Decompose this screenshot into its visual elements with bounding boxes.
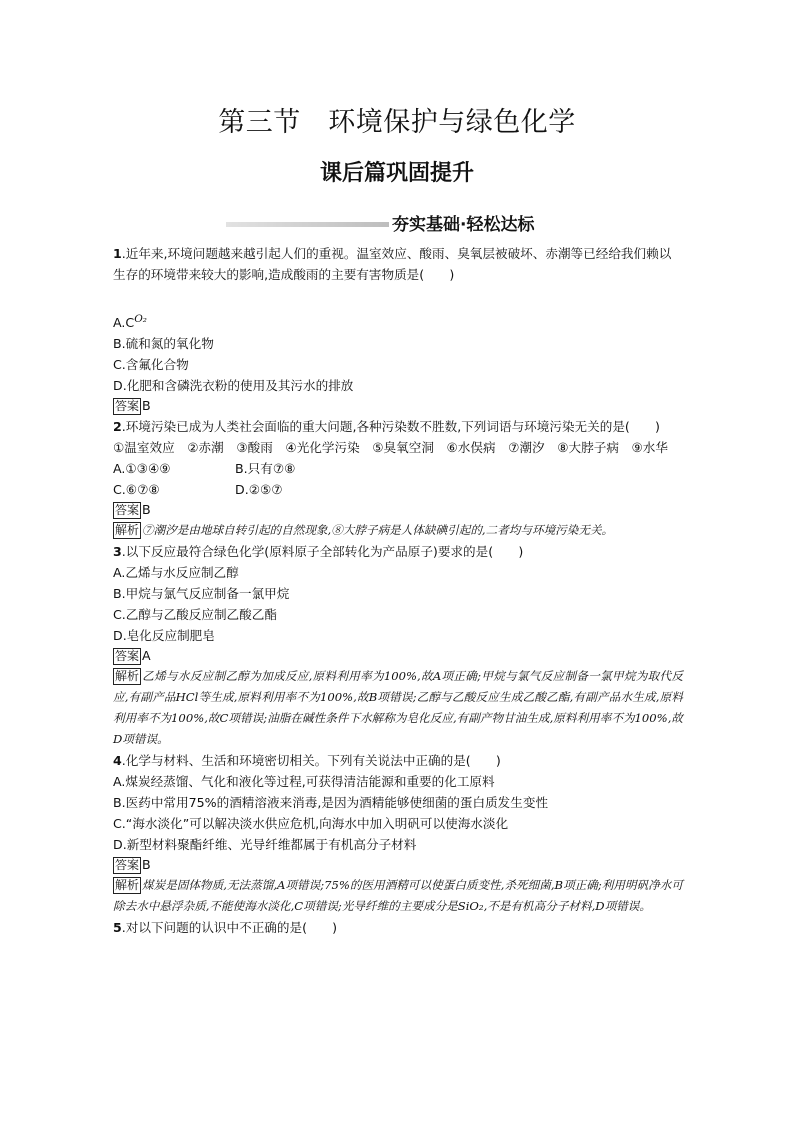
- question-4-option-d: D.新型材料聚酯纤维、光导纤维都属于有机高分子材料: [113, 837, 417, 853]
- question-2-option-c: C.⑥⑦⑧: [113, 482, 160, 498]
- question-1-option-d: D.化肥和含磷洗衣粉的使用及其污水的排放: [113, 378, 354, 394]
- question-3-stem: [113, 541, 683, 562]
- answer-value: B: [142, 502, 151, 518]
- question-4-option-c: C.“海水淡化”可以解决淡水供应危机,向海水中加入明矾可以使海水淡化: [113, 816, 509, 832]
- answer-tag: 答案: [115, 858, 140, 873]
- question-4-stem: [113, 750, 683, 771]
- question-number: 3: [113, 544, 122, 560]
- question-2-option-a: A.①③④⑨: [113, 461, 171, 477]
- question-2-options-row-1: [113, 458, 683, 479]
- question-number: 1: [113, 246, 122, 261]
- question-2-items: ①温室效应 ②赤潮 ③酸雨 ④光化学污染 ⑤臭氧空洞 ⑥水俣病 ⑦潮汐 ⑧大脖子病 ⑨水华: [113, 440, 668, 456]
- question-3-answer: [113, 646, 683, 666]
- question-number: 2: [113, 419, 122, 435]
- analysis-text: 煤炭是固体物质,无法蒸馏,A项错误;75%的医用酒精可以使蛋白质变性,杀死细菌,B项正确;利用明矾净水可除去水中悬浮杂质,不能使海水淡化,C项错误;光导纤维的主要成分是SiO₂,不是有机高分子材料,D项错误。: [113, 878, 683, 914]
- question-4-answer: [113, 855, 683, 875]
- question-1-option-a: [113, 309, 683, 333]
- question-4-option-a: A.煤炭经蒸馏、气化和液化等过程,可获得清洁能源和重要的化工原料: [113, 774, 495, 790]
- question-2-options-row-2: [113, 479, 683, 500]
- answer-tag: 答案: [115, 399, 140, 414]
- question-1-stem: [113, 243, 683, 285]
- spacer: [113, 285, 683, 309]
- answer-tag: 答案: [115, 503, 140, 518]
- page-subtitle: 课后篇巩固提升: [319, 160, 474, 186]
- analysis-tag: 解析: [115, 523, 140, 538]
- question-2-answer: [113, 500, 683, 520]
- page-title: 第三节 环境保护与绿色化学: [218, 107, 576, 138]
- question-text: .化学与材料、生活和环境密切相关。下列有关说法中正确的是( ): [121, 753, 501, 769]
- question-3-option-c: C.乙醇与乙酸反应制乙酸乙酯: [113, 607, 277, 623]
- question-text: .环境污染已成为人类社会面临的重大问题,各种污染数不胜数,下列词语与环境污染无关的是( ): [121, 419, 660, 435]
- question-1-answer: [113, 396, 683, 416]
- question-2-analysis: [113, 520, 683, 541]
- question-1-option-c: C.含氟化合物: [113, 357, 189, 373]
- analysis-text: ⑦潮汐是由地球自转引起的自然现象,⑧大脖子病是人体缺碘引起的,二者均与环境污染无关。: [142, 523, 614, 538]
- answer-value: B: [142, 398, 151, 414]
- question-list: [113, 243, 683, 938]
- answer-tag: 答案: [115, 649, 140, 664]
- question-number: 4: [113, 753, 122, 769]
- analysis-text: 乙烯与水反应制乙醇为加成反应,原料利用率为100%,故A项正确;甲烷与氯气反应制备一氯甲烷为取代反应,有副产品HCl等生成,原料利用率不为100%,故B项错误;乙醇与乙酸反应生成乙酸乙酯,有副产品水生成,原料利用率不为100%,故C项错误;油脂在碱性条件下水解称为皂化反应,有副产物甘油生成,原料利用率不为100%,故D项错误。: [113, 669, 683, 747]
- question-5-stem: [113, 917, 683, 938]
- question-number: 5: [113, 920, 122, 936]
- question-3-option-d: D.皂化反应制肥皂: [113, 628, 215, 644]
- option-label: A.C: [113, 315, 135, 331]
- question-3-analysis: [113, 666, 683, 750]
- answer-value: B: [142, 857, 151, 873]
- chemical-formula: O₂: [134, 313, 148, 325]
- question-text: .以下反应最符合绿色化学(原料原子全部转化为产品原子)要求的是( ): [121, 544, 524, 560]
- question-3-option-a: A.乙烯与水反应制乙醇: [113, 565, 239, 581]
- question-text: .对以下问题的认识中不正确的是( ): [121, 920, 338, 936]
- question-3-option-b: B.甲烷与氯气反应制备一氯甲烷: [113, 586, 290, 602]
- analysis-tag: 解析: [115, 669, 140, 684]
- question-2-stem: [113, 416, 683, 437]
- question-2-option-b: B.只有⑦⑧: [235, 461, 296, 477]
- section-divider-bar: [226, 222, 389, 227]
- question-4-analysis: [113, 875, 683, 917]
- question-2-option-d: D.②⑤⑦: [235, 482, 283, 498]
- question-4-option-b: B.医药中常用75%的酒精溶液来消毒,是因为酒精能够使细菌的蛋白质发生变性: [113, 795, 549, 811]
- question-text: .近年来,环境问题越来越引起人们的重视。温室效应、酸雨、臭氧层被破坏、赤潮等已经给我们赖以生存的环境带来较大的影响,造成酸雨的主要有害物质是( ): [113, 246, 672, 282]
- analysis-tag: 解析: [115, 878, 140, 893]
- section-title: 夯实基础·轻松达标: [392, 215, 535, 235]
- answer-value: A: [142, 648, 151, 664]
- question-1-option-b: B.硫和氮的氧化物: [113, 336, 214, 352]
